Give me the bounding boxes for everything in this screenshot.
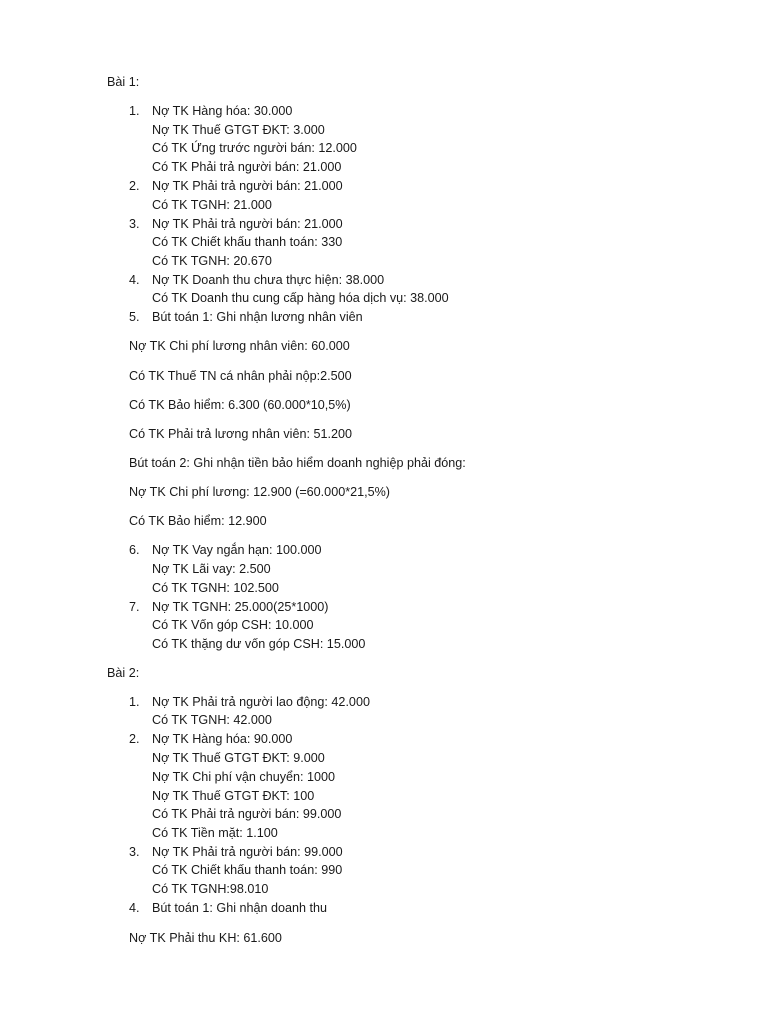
list-item-line: Có TK TGNH:98.010 (152, 882, 269, 896)
list-item-line: Có TK Doanh thu cung cấp hàng hóa dịch vụ: 38.000 (152, 291, 449, 305)
list-item-line: Có TK Tiền mặt: 1.100 (152, 826, 278, 840)
list-item-line: Nợ TK Thuế GTGT ĐKT: 100 (152, 789, 315, 803)
list-number: 1. (129, 695, 140, 709)
list-item-line: Nợ TK Phải trả người bán: 99.000 (152, 845, 343, 859)
paragraph: Có TK Bảo hiểm: 12.900 (129, 514, 267, 528)
list-item-line: Nợ TK Doanh thu chưa thực hiện: 38.000 (152, 273, 385, 287)
list-item-line: Nợ TK Hàng hóa: 90.000 (152, 732, 293, 746)
list-item-line: Nợ TK Vay ngắn hạn: 100.000 (152, 543, 322, 557)
list-item-line: Nợ TK Phải trả người bán: 21.000 (152, 179, 343, 193)
list-item-line: Có TK TGNH: 102.500 (152, 581, 279, 595)
list-number: 2. (129, 179, 140, 193)
paragraph: Có TK Phải trả lương nhân viên: 51.200 (129, 427, 352, 441)
paragraph: Nợ TK Chi phí lương nhân viên: 60.000 (129, 339, 350, 353)
list-item-line: Nợ TK Thuế GTGT ĐKT: 9.000 (152, 751, 325, 765)
list-number: 1. (129, 104, 140, 118)
list-item-line: Có TK TGNH: 42.000 (152, 713, 272, 727)
list-item-line: Có TK TGNH: 21.000 (152, 198, 272, 212)
list-item-line: Nợ TK Lãi vay: 2.500 (152, 562, 271, 576)
list-item-line: Nợ TK Phải trả người lao động: 42.000 (152, 695, 370, 709)
list-item-line: Có TK Phải trả người bán: 21.000 (152, 160, 342, 174)
list-number: 6. (129, 543, 140, 557)
list-number: 2. (129, 732, 140, 746)
list-number: 3. (129, 845, 140, 859)
list-item-line: Nợ TK TGNH: 25.000(25*1000) (152, 600, 329, 614)
list-item-line: Có TK thặng dư vốn góp CSH: 15.000 (152, 637, 366, 651)
section-heading-bai-1: Bài 1: (107, 75, 140, 89)
paragraph: Có TK Thuế TN cá nhân phải nộp:2.500 (129, 369, 352, 383)
list-item-line: Bút toán 1: Ghi nhận lương nhân viên (152, 310, 363, 324)
paragraph: Nợ TK Phải thu KH: 61.600 (129, 931, 282, 945)
list-item-line: Có TK TGNH: 20.670 (152, 254, 272, 268)
list-item-line: Có TK Ứng trước người bán: 12.000 (152, 141, 357, 155)
list-item-line: Có TK Chiết khấu thanh toán: 330 (152, 235, 343, 249)
list-item-line: Bút toán 1: Ghi nhận doanh thu (152, 901, 328, 915)
list-item-line: Nợ TK Thuế GTGT ĐKT: 3.000 (152, 123, 325, 137)
list-number: 4. (129, 901, 140, 915)
list-number: 3. (129, 217, 140, 231)
paragraph: Có TK Bảo hiểm: 6.300 (60.000*10,5%) (129, 398, 351, 412)
list-item-line: Có TK Phải trả người bán: 99.000 (152, 807, 342, 821)
list-number: 4. (129, 273, 140, 287)
list-item-line: Nợ TK Chi phí vận chuyển: 1000 (152, 770, 336, 784)
list-item-line: Nợ TK Hàng hóa: 30.000 (152, 104, 293, 118)
paragraph: Nợ TK Chi phí lương: 12.900 (=60.000*21,5%) (129, 485, 391, 499)
paragraph: Bút toán 2: Ghi nhận tiền bảo hiểm doanh nghiệp phải đóng: (129, 456, 466, 470)
list-number: 7. (129, 600, 140, 614)
section-heading-bai-2: Bài 2: (107, 666, 140, 680)
list-item-line: Có TK Chiết khấu thanh toán: 990 (152, 863, 343, 877)
list-item-line: Nợ TK Phải trả người bán: 21.000 (152, 217, 343, 231)
list-number: 5. (129, 310, 140, 324)
list-item-line: Có TK Vốn góp CSH: 10.000 (152, 618, 314, 632)
